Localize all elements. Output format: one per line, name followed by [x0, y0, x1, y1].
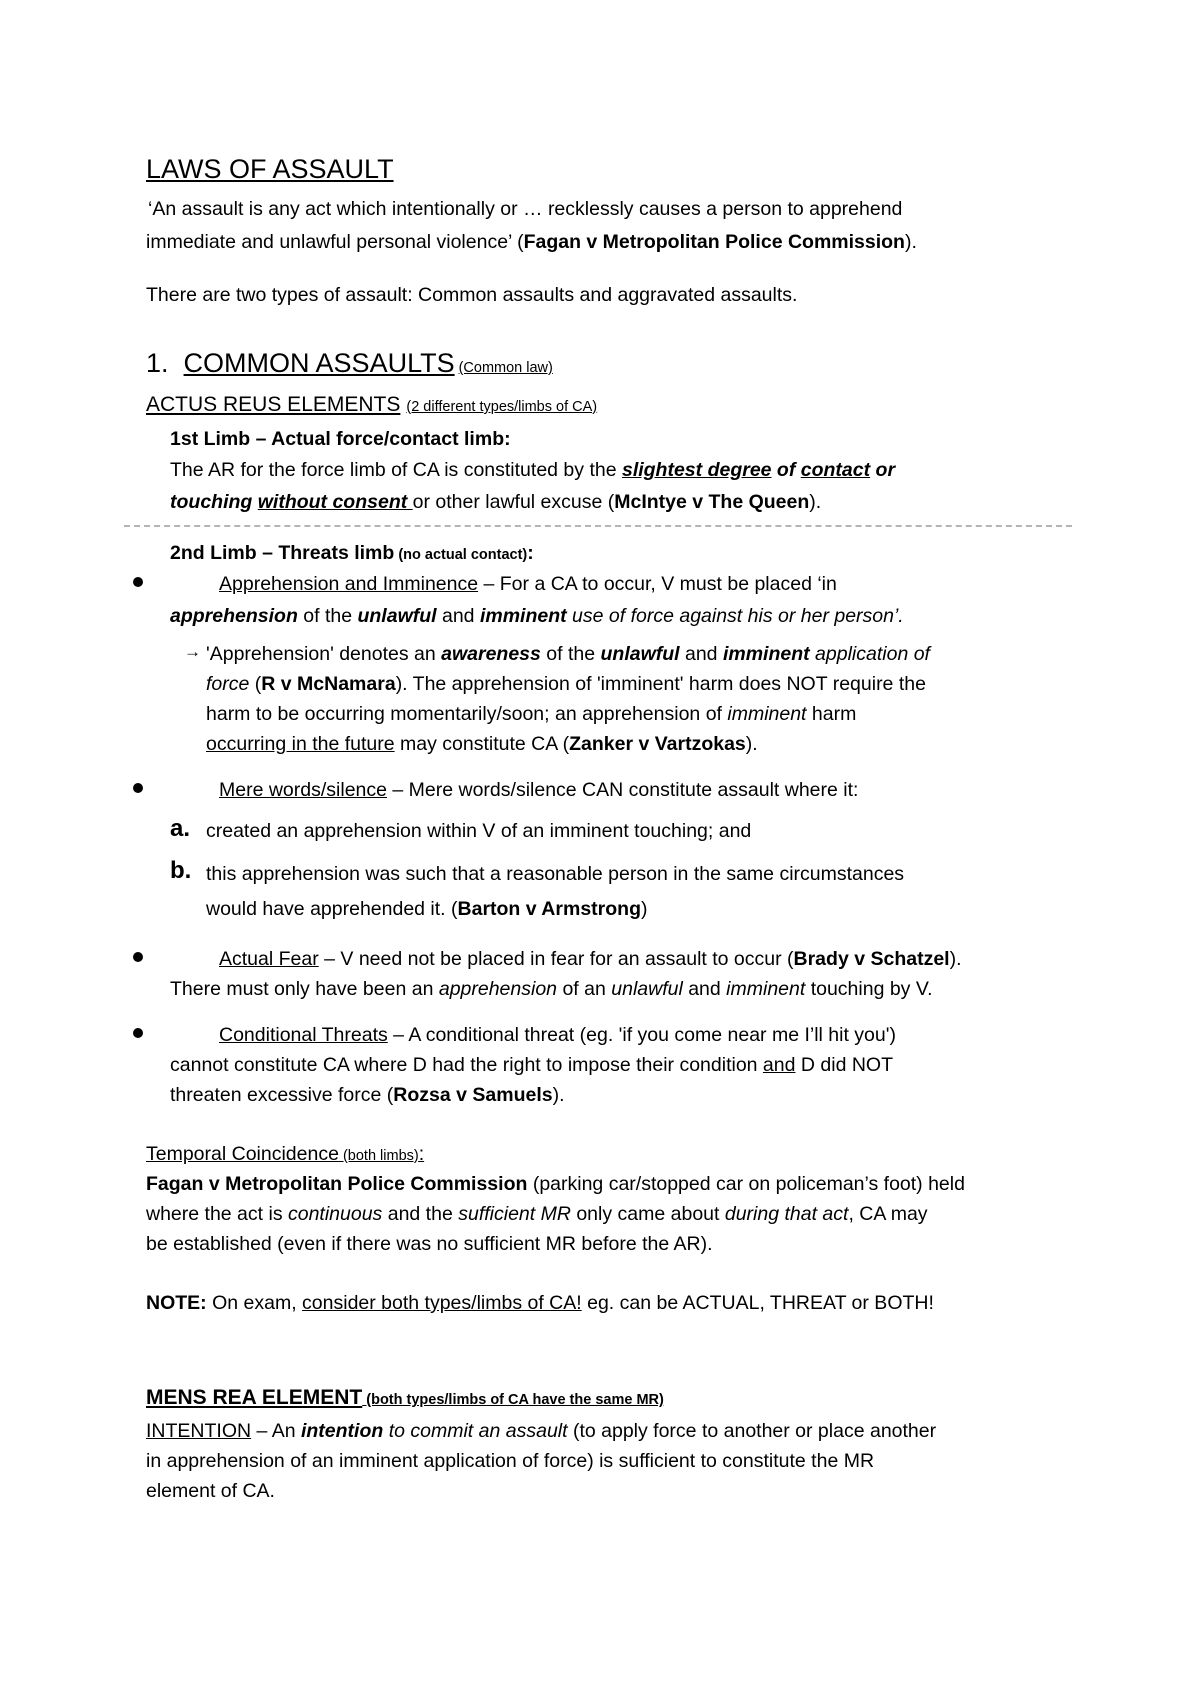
apprehension-sub-line-2: force (R v McNamara). The apprehension of 'imminent' harm does NOT require the [206, 673, 926, 695]
apprehension-sub-line-3: harm to be occurring momentarily/soon; an apprehension of imminent harm [206, 703, 857, 725]
case-citation: Rozsa v Samuels [393, 1084, 553, 1106]
exam-note: NOTE: On exam, consider both types/limbs of CA! eg. can be ACTUAL, THREAT or BOTH! [146, 1292, 934, 1314]
temporal-line-1: Fagan v Metropolitan Police Commission (parking car/stopped car on policeman’s foot) held [146, 1173, 965, 1195]
temporal-heading: Temporal Coincidence (both limbs): [146, 1143, 425, 1165]
dashed-divider [124, 525, 1072, 527]
actus-reus-heading: ACTUS REUS ELEMENTS (2 different types/limbs of CA) [146, 393, 598, 416]
case-citation: Fagan v Metropolitan Police Commission [523, 231, 905, 253]
apprehension-line-2: apprehension of the unlawful and imminent use of force against his or her person’. [170, 605, 904, 627]
mere-words-item-a: created an apprehension within V of an imminent touching; and [206, 820, 752, 842]
case-citation: McIntye v The Queen [614, 491, 810, 513]
case-citation: Zanker v Vartzokas [569, 733, 746, 755]
mens-rea-line-1: INTENTION – An intention to commit an assault (to apply force to another or place another [146, 1420, 937, 1442]
case-citation: R v McNamara [261, 673, 396, 695]
document-title: LAWS OF ASSAULT [146, 154, 394, 184]
apprehension-line-1: Apprehension and Imminence – For a CA to occur, V must be placed ‘in [219, 573, 837, 595]
conditional-line-1: Conditional Threats – A conditional threat (eg. 'if you come near me I’ll hit you') [219, 1024, 896, 1046]
intro-line-1: ‘An assault is any act which intentionally or … recklessly causes a person to apprehend [148, 198, 903, 220]
limb1-line-2: touching without consent or other lawful excuse (McIntye v The Queen). [170, 491, 822, 513]
mens-rea-heading: MENS REA ELEMENT (both types/limbs of CA have the same MR) [146, 1386, 664, 1409]
actual-fear-line-1: Actual Fear – V need not be placed in fear for an assault to occur (Brady v Schatzel). [219, 948, 962, 970]
bullet-icon [133, 577, 143, 587]
bullet-icon [133, 783, 143, 793]
case-citation: Fagan v Metropolitan Police Commission [146, 1173, 528, 1195]
limb1-heading: 1st Limb – Actual force/contact limb: [170, 428, 511, 450]
bullet-icon [133, 952, 143, 962]
conditional-line-3: threaten excessive force (Rozsa v Samuels). [170, 1084, 565, 1106]
list-letter-a: a. [170, 815, 191, 842]
types-of-assault-line: There are two types of assault: Common assaults and aggravated assaults. [146, 284, 798, 306]
mens-rea-line-2: in apprehension of an imminent application of force) is sufficient to constitute the MR [146, 1450, 875, 1472]
list-letter-b: b. [170, 857, 192, 884]
common-assaults-heading: 1. COMMON ASSAULTS (Common law) [146, 348, 553, 378]
actual-fear-line-2: There must only have been an apprehension of an unlawful and imminent touching by V. [170, 978, 933, 1000]
limb1-line-1: The AR for the force limb of CA is constituted by the slightest degree of contact or [170, 459, 896, 481]
case-citation: Barton v Armstrong [457, 898, 641, 920]
apprehension-sub-line-4: occurring in the future may constitute CA (Zanker v Vartzokas). [206, 733, 758, 755]
mens-rea-line-3: element of CA. [146, 1480, 275, 1502]
temporal-line-3: be established (even if there was no sufficient MR before the AR). [146, 1233, 713, 1255]
mere-words-line: Mere words/silence – Mere words/silence CAN constitute assault where it: [219, 779, 859, 801]
arrow-right-icon: → [184, 642, 201, 661]
intro-line-2: immediate and unlawful personal violence’ (Fagan v Metropolitan Police Commission). [146, 231, 917, 253]
case-citation: Brady v Schatzel [793, 948, 950, 970]
apprehension-sub-line-1: 'Apprehension' denotes an awareness of the unlawful and imminent application of [206, 643, 930, 665]
limb2-heading: 2nd Limb – Threats limb (no actual contact): [170, 542, 534, 564]
mere-words-item-b-line-1: this apprehension was such that a reasonable person in the same circumstances [206, 863, 905, 885]
conditional-line-2: cannot constitute CA where D had the right to impose their condition and D did NOT [170, 1054, 893, 1076]
mere-words-item-b-line-2: would have apprehended it. (Barton v Armstrong) [206, 898, 648, 920]
bullet-icon [133, 1028, 143, 1038]
temporal-line-2: where the act is continuous and the sufficient MR only came about during that act, CA may [146, 1203, 928, 1225]
